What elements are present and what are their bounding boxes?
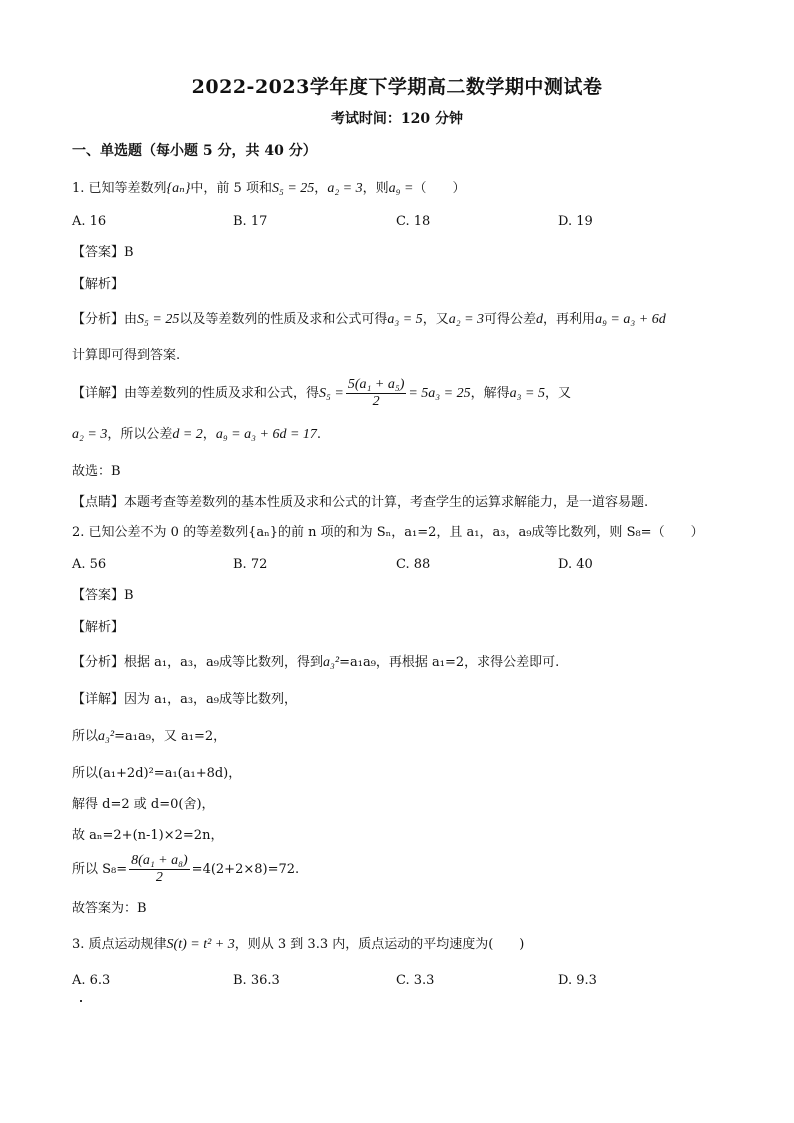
math-s5: S₅ = 25 xyxy=(271,181,315,196)
q3-option-d: D. 9.3 xyxy=(558,973,597,988)
q1-fenxi-text: 可得公差 xyxy=(484,312,537,327)
q1-detail-text: ，解得 xyxy=(470,386,510,401)
q2-detail-4: 解得 d=2 或 d=0(舍)， xyxy=(72,797,215,812)
q2-fenxi-text: 【分析】根据 a₁，a₃，a₉成等比数列，得到 xyxy=(72,655,324,670)
q2-option-a: A. 56 xyxy=(72,557,107,572)
q2-option-b: B. 72 xyxy=(233,557,268,572)
q2-detail-text: =4(2+2×8)=72. xyxy=(191,862,300,877)
q2-fenxi-text: =a₁a₉，再根据 a₁=2，求得公差即可. xyxy=(339,655,560,670)
q1-answer: 【答案】B xyxy=(72,245,134,260)
q1-detail-cont xyxy=(72,426,321,444)
q2-detail-6 xyxy=(72,853,299,887)
q1-stem xyxy=(72,180,466,198)
q1-option-a: A. 16 xyxy=(72,214,107,229)
page-title: 2022-2023学年度下学期高二数学期中测试卷 xyxy=(191,76,603,98)
math-an: {aₙ} xyxy=(166,181,191,196)
q1-option-b: B. 17 xyxy=(233,214,268,229)
q2-detail-1: 【详解】因为 a₁，a₃，a₉成等比数列， xyxy=(72,692,298,707)
math-a9: a₉ = xyxy=(388,181,414,196)
math-a2: a₂ = 3 xyxy=(448,312,485,327)
q1-comment: 【点睛】本题考查等差数列的基本性质及求和公式的计算，考查学生的运算求解能力，是一道容易题. xyxy=(72,495,649,510)
math-a9-formula: a₉ = a₃ + 6d xyxy=(595,312,666,327)
q1-detail-text: ，所以公差 xyxy=(107,427,173,442)
q3-option-b: B. 36.3 xyxy=(233,973,280,988)
math-a3: a₃ = 5 xyxy=(509,386,545,401)
q3-stem-text: 3. 质点运动规律 xyxy=(72,937,167,952)
q3-stem-text: ，则从 3 到 3.3 内，质点运动的平均速度为( ) xyxy=(234,937,525,952)
q1-detail-text: ，又 xyxy=(544,386,571,401)
fraction-denominator: 2 xyxy=(155,870,163,885)
q1-stem-text: 中，前 5 项和 xyxy=(190,181,272,196)
q3-option-a: A. 6.3 xyxy=(72,973,111,988)
fraction-numerator: 8(a₁ + a₈) xyxy=(131,853,188,868)
q2-detail-text: =a₁a₉，又 a₁=2， xyxy=(114,729,227,744)
q1-fenxi-text: 以及等差数列的性质及求和公式可得 xyxy=(179,312,388,327)
math-d2: d = 2 xyxy=(172,427,203,442)
q1-conclusion: 故选：B xyxy=(72,464,121,479)
math-s5: S₅ = 25 xyxy=(137,312,180,327)
fraction-numerator: 5(a₁ + a₅) xyxy=(347,377,405,392)
math-a3-squared: a₃² xyxy=(323,655,340,670)
q2-detail-text: 所以 xyxy=(72,729,99,744)
q3-option-c: C. 3.3 xyxy=(396,973,435,988)
fraction xyxy=(129,853,190,886)
q1-stem-text: ， xyxy=(314,181,328,196)
q2-detail-5: 故 aₙ=2+(n-1)×2=2n， xyxy=(72,828,224,843)
q2-option-d: D. 40 xyxy=(558,557,593,572)
q1-stem-text: （ ） xyxy=(413,181,466,196)
math-a3-squared: a₃² xyxy=(98,729,115,744)
q1-analysis-label: 【解析】 xyxy=(72,277,125,292)
math-a2: a₂ = 3 xyxy=(327,181,363,196)
q2-conclusion: 故答案为：B xyxy=(72,901,147,916)
q1-fenxi xyxy=(72,311,666,329)
q1-fenxi-text: ，再利用 xyxy=(543,312,596,327)
math-d: d xyxy=(536,312,544,327)
math-s5: S₅ = xyxy=(319,386,344,401)
q1-fenxi-cont: 计算即可得到答案. xyxy=(72,348,181,363)
q3-stem xyxy=(72,936,524,954)
math-st: S(t) = t² + 3 xyxy=(166,937,235,952)
q2-detail-2 xyxy=(72,728,226,746)
math-a3: a₃ = 5 xyxy=(387,312,423,327)
q2-answer: 【答案】B xyxy=(72,588,134,603)
q1-option-d: D. 19 xyxy=(558,214,593,229)
fraction xyxy=(346,377,407,410)
math-a2: a₂ = 3 xyxy=(72,427,108,442)
q1-fenxi-text: ，又 xyxy=(422,312,449,327)
q1-option-c: C. 18 xyxy=(396,214,431,229)
q2-stem: 2. 已知公差不为 0 的等差数列{aₙ}的前 n 项的和为 Sₙ，a₁=2，且 a₁，a₃，a₉成等比数列，则 S₈=（ ） xyxy=(72,525,704,540)
q1-detail-text: . xyxy=(316,427,322,442)
q1-detail-text: ， xyxy=(202,427,216,442)
fraction-denominator: 2 xyxy=(372,394,380,409)
q2-fenxi xyxy=(72,654,559,672)
math-a9-calc: a₉ = a₃ + 6d = 17 xyxy=(215,427,317,442)
q1-detail xyxy=(72,377,571,411)
q1-fenxi-text: 【分析】由 xyxy=(72,312,138,327)
q2-analysis-label: 【解析】 xyxy=(72,620,125,635)
section-heading: 一、单选题（每小题 5 分，共 40 分） xyxy=(72,143,317,159)
exam-time: 考试时间：120 分钟 xyxy=(330,111,464,127)
q1-stem-text: 1. 已知等差数列 xyxy=(72,181,167,196)
q2-detail-text: 所以 S₈= xyxy=(72,862,128,877)
q2-option-c: C. 88 xyxy=(396,557,431,572)
math-s5-result: = 5a₃ = 25 xyxy=(408,386,471,401)
q1-detail-text: 【详解】由等差数列的性质及求和公式，得 xyxy=(72,386,320,401)
q2-detail-3: 所以(a₁+2d)²=a₁(a₁+8d)， xyxy=(72,766,242,781)
q1-stem-text: ，则 xyxy=(362,181,389,196)
stray-mark xyxy=(80,1000,82,1002)
